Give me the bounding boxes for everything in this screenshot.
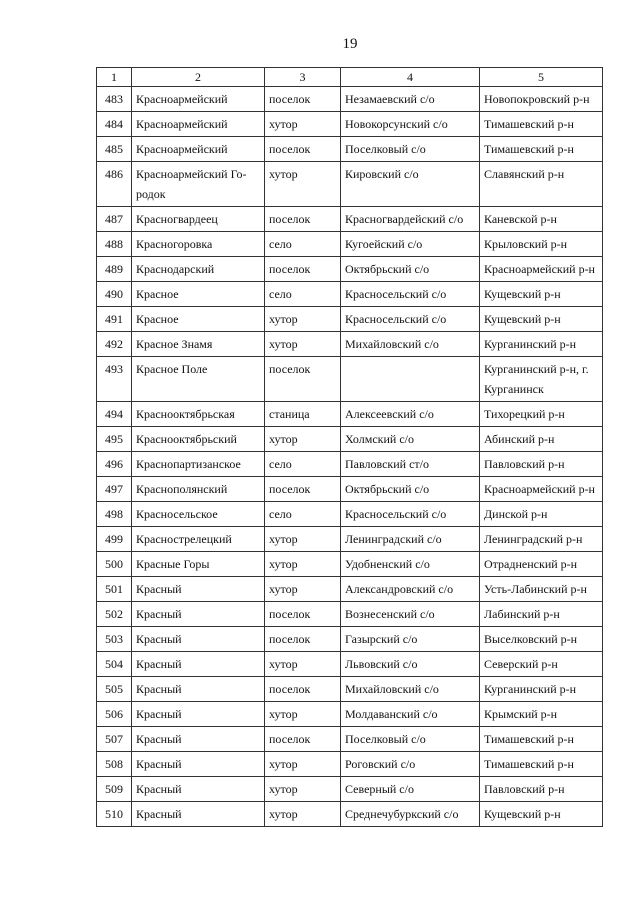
settlement-name-cell: Красное Поле [132,357,265,402]
district-cell: Павловский р-н [480,452,603,477]
settlement-type-cell: поселок [265,207,341,232]
district-cell: Славянский р-н [480,162,603,207]
district-cell: Тимашевский р-н [480,137,603,162]
council-cell: Вознесенский с/о [341,602,480,627]
settlement-type-cell: село [265,502,341,527]
council-cell: Газырский с/о [341,627,480,652]
settlement-type-cell: хутор [265,112,341,137]
column-header-4: 4 [341,68,480,87]
row-number-cell: 492 [97,332,132,357]
row-number-cell: 495 [97,427,132,452]
settlement-name-cell: Красный [132,702,265,727]
council-cell: Красносельский с/о [341,502,480,527]
district-cell: Курганинский р-н [480,332,603,357]
table-row [97,727,603,752]
row-number-cell: 498 [97,502,132,527]
settlement-type-cell: хутор [265,162,341,207]
council-cell: Октябрьский с/о [341,257,480,282]
page-number: 19 [342,36,358,52]
council-cell: Кугоейский с/о [341,232,480,257]
council-cell: Поселковый с/о [341,727,480,752]
settlement-name-cell: Красный [132,802,265,827]
settlement-name-cell: Красный [132,752,265,777]
settlement-name-cell: Красноармейский Го-родок [132,162,265,207]
settlement-name-cell: Краснооктябрьский [132,427,265,452]
table-row [97,427,603,452]
settlement-type-cell: поселок [265,677,341,702]
table-row [97,232,603,257]
settlement-type-cell: поселок [265,602,341,627]
table-row [97,652,603,677]
council-cell: Кировский с/о [341,162,480,207]
settlement-name-cell: Красноармейский [132,112,265,137]
district-cell: Ленинградский р-н [480,527,603,552]
district-cell: Кущевский р-н [480,282,603,307]
council-cell: Михайловский с/о [341,332,480,357]
column-header-1: 1 [97,68,132,87]
settlement-type-cell: поселок [265,257,341,282]
table-row [97,552,603,577]
district-cell: Курганинский р-н, г. Курганинск [480,357,603,402]
council-cell: Северный с/о [341,777,480,802]
council-cell: Поселковый с/о [341,137,480,162]
table-row [97,162,603,207]
district-cell: Северский р-н [480,652,603,677]
settlement-name-cell: Краснополянский [132,477,265,502]
settlement-name-cell: Красный [132,602,265,627]
settlement-type-cell: хутор [265,752,341,777]
council-cell: Удобненский с/о [341,552,480,577]
council-cell: Михайловский с/о [341,677,480,702]
row-number-cell: 491 [97,307,132,332]
settlement-type-cell: хутор [265,652,341,677]
row-number-cell: 502 [97,602,132,627]
settlement-type-cell: хутор [265,527,341,552]
district-cell: Крымский р-н [480,702,603,727]
table-row [97,452,603,477]
district-cell: Усть-Лабинский р-н [480,577,603,602]
row-number-cell: 503 [97,627,132,652]
settlement-name-cell: Красный [132,777,265,802]
district-cell: Динской р-н [480,502,603,527]
row-number-cell: 496 [97,452,132,477]
council-cell: Холмский с/о [341,427,480,452]
row-number-cell: 487 [97,207,132,232]
district-cell: Кущевский р-н [480,307,603,332]
settlement-type-cell: село [265,282,341,307]
settlement-name-cell: Красноармейский [132,87,265,112]
settlement-name-cell: Красный [132,577,265,602]
row-number-cell: 494 [97,402,132,427]
row-number-cell: 490 [97,282,132,307]
council-cell: Незамаевский с/о [341,87,480,112]
district-cell: Курганинский р-н [480,677,603,702]
council-cell: Молдаванский с/о [341,702,480,727]
settlement-name-cell: Красноармейский [132,137,265,162]
council-cell: Роговский с/о [341,752,480,777]
district-cell: Красноармейский р-н [480,257,603,282]
council-cell: Ленинградский с/о [341,527,480,552]
column-header-3: 3 [265,68,341,87]
settlement-type-cell: поселок [265,727,341,752]
table-row [97,527,603,552]
settlement-name-cell: Красносельское [132,502,265,527]
settlement-name-cell: Красный [132,627,265,652]
settlement-name-cell: Красный [132,677,265,702]
table-row [97,112,603,137]
settlement-name-cell: Красный [132,652,265,677]
district-cell: Каневской р-н [480,207,603,232]
table-row [97,627,603,652]
settlement-name-cell: Красное [132,307,265,332]
district-cell: Выселковский р-н [480,627,603,652]
settlement-name-cell: Красные Горы [132,552,265,577]
table-body [97,68,603,827]
row-number-cell: 501 [97,577,132,602]
settlement-type-cell: станица [265,402,341,427]
district-cell: Павловский р-н [480,777,603,802]
council-cell [341,357,480,402]
column-header-2: 2 [132,68,265,87]
table-row [97,307,603,332]
column-header-5: 5 [480,68,603,87]
row-number-cell: 507 [97,727,132,752]
settlement-type-cell: поселок [265,87,341,112]
table-row [97,802,603,827]
settlement-name-cell: Красное Знамя [132,332,265,357]
table-row [97,137,603,162]
row-number-cell: 486 [97,162,132,207]
settlement-type-cell: хутор [265,332,341,357]
district-cell: Тимашевский р-н [480,752,603,777]
settlement-type-cell: поселок [265,627,341,652]
settlement-name-cell: Краснопартизанское [132,452,265,477]
row-number-cell: 497 [97,477,132,502]
settlement-type-cell: хутор [265,702,341,727]
table-row [97,477,603,502]
council-cell: Среднечубуркский с/о [341,802,480,827]
settlement-type-cell: поселок [265,477,341,502]
row-number-cell: 493 [97,357,132,402]
district-cell: Новопокровский р-н [480,87,603,112]
row-number-cell: 500 [97,552,132,577]
row-number-cell: 484 [97,112,132,137]
council-cell: Павловский ст/о [341,452,480,477]
council-cell: Алексеевский с/о [341,402,480,427]
table-row [97,207,603,232]
row-number-cell: 485 [97,137,132,162]
district-cell: Тимашевский р-н [480,112,603,137]
district-cell: Красноармейский р-н [480,477,603,502]
row-number-cell: 483 [97,87,132,112]
row-number-cell: 510 [97,802,132,827]
row-number-cell: 505 [97,677,132,702]
settlement-name-cell: Красное [132,282,265,307]
table-row [97,257,603,282]
council-cell: Красногвардейский с/о [341,207,480,232]
settlement-type-cell: село [265,232,341,257]
table-row [97,677,603,702]
row-number-cell: 506 [97,702,132,727]
district-cell: Лабинский р-н [480,602,603,627]
settlement-type-cell: хутор [265,307,341,332]
settlement-type-cell: хутор [265,552,341,577]
settlement-type-cell: село [265,452,341,477]
council-cell: Красносельский с/о [341,282,480,307]
row-number-cell: 488 [97,232,132,257]
settlement-type-cell: хутор [265,777,341,802]
row-number-cell: 499 [97,527,132,552]
table-row [97,332,603,357]
row-number-cell: 508 [97,752,132,777]
settlement-name-cell: Красногоровка [132,232,265,257]
council-cell: Красносельский с/о [341,307,480,332]
table-row [97,282,603,307]
table-row [97,702,603,727]
table-row [97,577,603,602]
table-row [97,752,603,777]
district-cell: Кущевский р-н [480,802,603,827]
district-cell: Абинский р-н [480,427,603,452]
table-row [97,777,603,802]
settlement-name-cell: Краснодарский [132,257,265,282]
settlements-table [96,67,603,827]
table-row [97,402,603,427]
row-number-cell: 509 [97,777,132,802]
council-cell: Львовский с/о [341,652,480,677]
settlement-name-cell: Красногвардеец [132,207,265,232]
district-cell: Отрадненский р-н [480,552,603,577]
row-number-cell: 489 [97,257,132,282]
settlement-type-cell: поселок [265,137,341,162]
settlement-name-cell: Красный [132,727,265,752]
settlement-name-cell: Краснострелецкий [132,527,265,552]
settlement-type-cell: поселок [265,357,341,402]
table-row [97,87,603,112]
row-number-cell: 504 [97,652,132,677]
table-header-row [97,68,603,87]
council-cell: Октябрьский с/о [341,477,480,502]
council-cell: Новокорсунский с/о [341,112,480,137]
district-cell: Тимашевский р-н [480,727,603,752]
district-cell: Крыловский р-н [480,232,603,257]
table-row [97,502,603,527]
council-cell: Александровский с/о [341,577,480,602]
table-row [97,602,603,627]
table-row [97,357,603,402]
district-cell: Тихорецкий р-н [480,402,603,427]
settlement-name-cell: Краснооктябрьская [132,402,265,427]
settlement-type-cell: хутор [265,427,341,452]
settlement-type-cell: хутор [265,802,341,827]
settlement-type-cell: хутор [265,577,341,602]
